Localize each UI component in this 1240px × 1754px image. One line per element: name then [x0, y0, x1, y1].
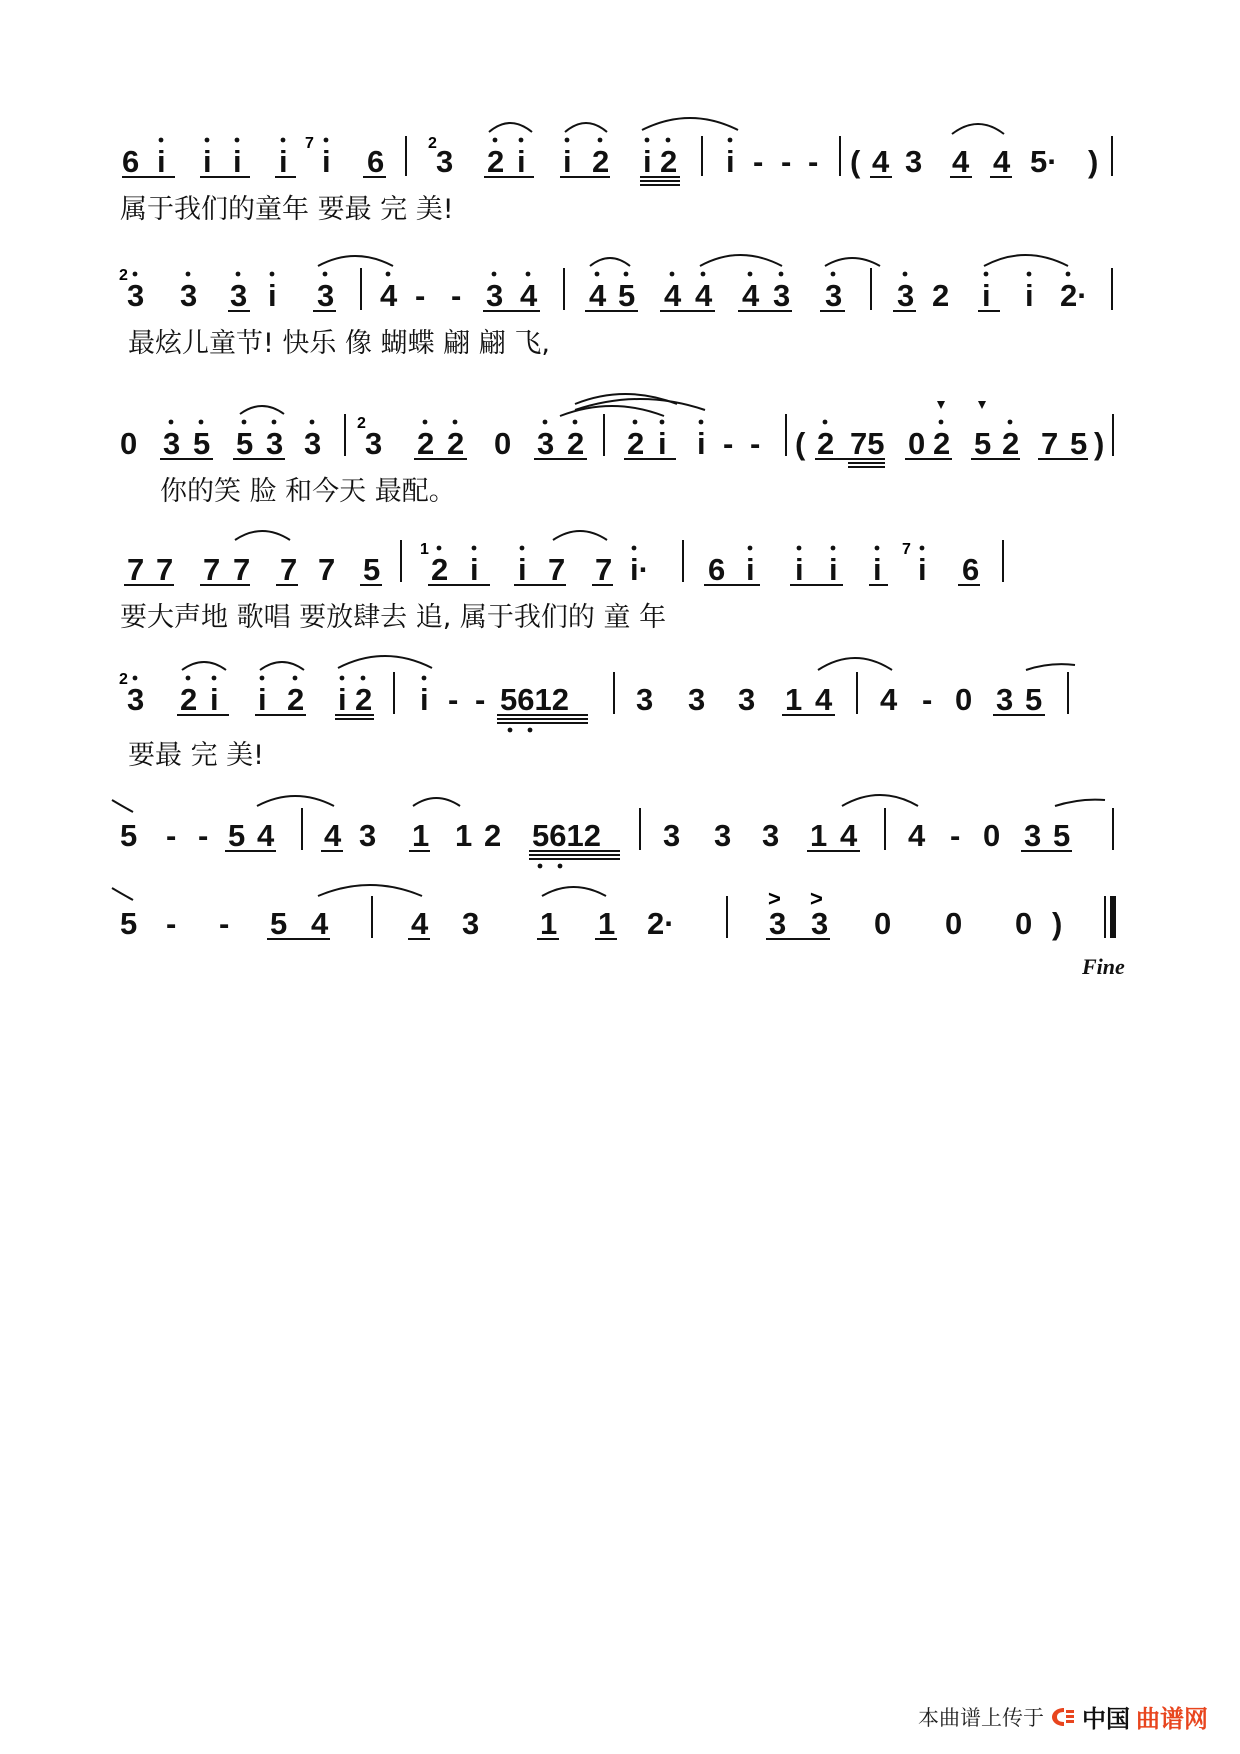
- svg-text:-: -: [166, 906, 177, 941]
- svg-text:i: i: [746, 552, 755, 587]
- svg-text:0: 0: [1015, 906, 1033, 941]
- svg-text:1: 1: [810, 818, 828, 853]
- svg-text:5: 5: [120, 906, 138, 941]
- svg-text:i: i: [210, 682, 219, 717]
- svg-text:7: 7: [902, 541, 911, 558]
- svg-text:(: (: [850, 144, 861, 179]
- svg-text:3: 3: [230, 278, 248, 313]
- system-5-notes: [119, 656, 1075, 732]
- svg-text:2: 2: [627, 426, 645, 461]
- svg-text:-: -: [950, 818, 961, 853]
- svg-text:7: 7: [595, 552, 613, 587]
- system-2: [119, 255, 1112, 359]
- svg-text:5: 5: [1025, 682, 1043, 717]
- svg-text:1: 1: [785, 682, 803, 717]
- svg-text:2: 2: [447, 426, 465, 461]
- svg-text:2: 2: [180, 682, 198, 717]
- svg-text:2: 2: [428, 135, 437, 152]
- svg-text:3: 3: [738, 682, 756, 717]
- svg-text:6: 6: [122, 144, 140, 179]
- svg-text:3: 3: [825, 278, 843, 313]
- svg-text:i: i: [470, 552, 479, 587]
- svg-text:2: 2: [592, 144, 610, 179]
- svg-text:3: 3: [688, 682, 706, 717]
- svg-text:3: 3: [317, 278, 335, 313]
- fine-mark: Fine: [1082, 954, 1125, 979]
- svg-text:>: >: [768, 886, 781, 911]
- svg-text:0: 0: [908, 426, 926, 461]
- svg-text:0: 0: [120, 426, 138, 461]
- svg-text:3: 3: [365, 426, 383, 461]
- svg-text:5·: 5·: [1030, 144, 1058, 179]
- svg-text:4: 4: [520, 278, 538, 313]
- svg-text:6: 6: [367, 144, 385, 179]
- svg-text:7: 7: [127, 552, 145, 587]
- svg-text:5: 5: [193, 426, 211, 461]
- svg-text:7: 7: [203, 552, 221, 587]
- svg-text:-: -: [753, 144, 764, 179]
- svg-text:3: 3: [180, 278, 198, 313]
- svg-text:3: 3: [714, 818, 732, 853]
- svg-text:i: i: [795, 552, 804, 587]
- svg-text:3: 3: [811, 906, 829, 941]
- svg-text:7: 7: [318, 552, 336, 587]
- svg-text:4: 4: [589, 278, 607, 313]
- svg-text:3: 3: [127, 682, 145, 717]
- svg-text:3: 3: [905, 144, 923, 179]
- system-3-lyrics: 你的笑 脸 和今天 最配。: [160, 476, 456, 507]
- system-4-lyrics: 要大声地 歌唱 要放肆去 追, 属于我们的 童 年: [120, 602, 667, 633]
- svg-text:7: 7: [305, 135, 314, 152]
- svg-text:i: i: [1025, 278, 1034, 313]
- svg-text:>: >: [810, 886, 823, 911]
- svg-text:2: 2: [1002, 426, 1020, 461]
- system-2-lyrics: 最炫儿童节! 快乐 像 蝴蝶 翩 翩 飞,: [128, 328, 550, 359]
- system-2-notes: [119, 255, 1112, 313]
- svg-text:2: 2: [119, 671, 128, 688]
- svg-text:-: -: [781, 144, 792, 179]
- svg-text:4: 4: [908, 818, 926, 853]
- svg-text:4: 4: [742, 278, 760, 313]
- svg-text:i: i: [518, 552, 527, 587]
- svg-text:5: 5: [236, 426, 254, 461]
- svg-text:2: 2: [567, 426, 585, 461]
- svg-text:2: 2: [933, 426, 951, 461]
- svg-text:3: 3: [773, 278, 791, 313]
- svg-text:4: 4: [411, 906, 429, 941]
- svg-text:3: 3: [486, 278, 504, 313]
- svg-text:2·: 2·: [1060, 278, 1088, 313]
- svg-text:7: 7: [1041, 426, 1059, 461]
- svg-text:4: 4: [380, 278, 398, 313]
- svg-text:2: 2: [431, 552, 449, 587]
- site-name-a: 中国: [1082, 1705, 1130, 1733]
- svg-text:i: i: [658, 426, 667, 461]
- system-4-notes: [124, 531, 1003, 587]
- svg-text:4: 4: [840, 818, 858, 853]
- svg-text:1: 1: [455, 818, 473, 853]
- svg-text:2: 2: [287, 682, 305, 717]
- system-6-notes: [112, 795, 1113, 868]
- svg-text:-: -: [219, 906, 230, 941]
- svg-text:5: 5: [618, 278, 636, 313]
- svg-text:75: 75: [850, 426, 885, 461]
- svg-text:5: 5: [363, 552, 381, 587]
- svg-text:1: 1: [420, 541, 429, 558]
- svg-text:4: 4: [664, 278, 682, 313]
- svg-text:4: 4: [872, 144, 890, 179]
- svg-text:4: 4: [324, 818, 342, 853]
- svg-text:2·: 2·: [647, 906, 675, 941]
- system-5: [119, 656, 1075, 771]
- svg-text:0: 0: [955, 682, 973, 717]
- svg-text:3: 3: [163, 426, 181, 461]
- svg-text:3: 3: [897, 278, 915, 313]
- svg-text:i: i: [918, 552, 927, 587]
- svg-text:6: 6: [708, 552, 726, 587]
- upload-text: 本曲谱上传于: [918, 1705, 1044, 1730]
- svg-text:3: 3: [769, 906, 787, 941]
- svg-text:1: 1: [412, 818, 430, 853]
- svg-text:4: 4: [695, 278, 713, 313]
- svg-text:7: 7: [233, 552, 251, 587]
- svg-text:2: 2: [932, 278, 950, 313]
- svg-text:i: i: [268, 278, 277, 313]
- svg-text:7: 7: [156, 552, 174, 587]
- svg-text:i: i: [697, 426, 706, 461]
- svg-text:i: i: [563, 144, 572, 179]
- svg-text:3: 3: [127, 278, 145, 313]
- svg-text:-: -: [475, 682, 486, 717]
- svg-text:6: 6: [962, 552, 980, 587]
- svg-text:4: 4: [815, 682, 833, 717]
- svg-text:2: 2: [487, 144, 505, 179]
- svg-text:i: i: [233, 144, 242, 179]
- svg-text:3: 3: [537, 426, 555, 461]
- system-6: [112, 795, 1113, 868]
- svg-text:3: 3: [762, 818, 780, 853]
- svg-text:5: 5: [974, 426, 992, 461]
- svg-text:-: -: [750, 426, 761, 461]
- svg-text:i: i: [420, 682, 429, 717]
- site-name-b: 曲谱网: [1136, 1705, 1208, 1733]
- system-7: [112, 885, 1125, 979]
- footer-upload-credit: [918, 1699, 1208, 1734]
- system-3: [120, 394, 1113, 507]
- svg-text:3: 3: [359, 818, 377, 853]
- svg-text:i: i: [157, 144, 166, 179]
- svg-text:i: i: [726, 144, 735, 179]
- svg-text:-: -: [451, 278, 462, 313]
- svg-text:5: 5: [120, 818, 138, 853]
- svg-text:-: -: [198, 818, 209, 853]
- svg-text:3: 3: [266, 426, 284, 461]
- svg-text:3: 3: [996, 682, 1014, 717]
- site-logo-icon: [1050, 1706, 1076, 1728]
- svg-text:1: 1: [598, 906, 616, 941]
- svg-text:i: i: [279, 144, 288, 179]
- svg-text:i: i: [517, 144, 526, 179]
- svg-text:7: 7: [548, 552, 566, 587]
- system-1: [120, 118, 1112, 225]
- svg-text:5: 5: [1070, 426, 1088, 461]
- svg-text:4: 4: [952, 144, 970, 179]
- svg-text:i: i: [643, 144, 652, 179]
- system-1-lyrics: 属于我们的童年 要最 完 美!: [120, 194, 454, 225]
- svg-text:): ): [1088, 144, 1099, 179]
- svg-text:5612: 5612: [532, 818, 601, 853]
- svg-text:i·: i·: [630, 552, 649, 587]
- svg-text:2: 2: [119, 267, 128, 284]
- svg-text:-: -: [723, 426, 734, 461]
- system-4: [120, 531, 1003, 633]
- svg-text:4: 4: [880, 682, 898, 717]
- svg-text:0: 0: [874, 906, 892, 941]
- svg-text:3: 3: [436, 144, 454, 179]
- svg-text:i: i: [322, 144, 331, 179]
- svg-text:3: 3: [636, 682, 654, 717]
- svg-text:3: 3: [663, 818, 681, 853]
- svg-text:-: -: [448, 682, 459, 717]
- svg-text:i: i: [982, 278, 991, 313]
- svg-text:2: 2: [817, 426, 835, 461]
- system-1-notes: [122, 118, 1112, 185]
- svg-text:1: 1: [540, 906, 558, 941]
- svg-text:4: 4: [311, 906, 329, 941]
- svg-text:5: 5: [1053, 818, 1071, 853]
- system-3-notes: [120, 394, 1113, 467]
- svg-text:-: -: [166, 818, 177, 853]
- svg-text:i: i: [829, 552, 838, 587]
- svg-text:2: 2: [484, 818, 502, 853]
- svg-text:i: i: [338, 682, 347, 717]
- svg-text:0: 0: [983, 818, 1001, 853]
- svg-text:3: 3: [304, 426, 322, 461]
- svg-text:0: 0: [945, 906, 963, 941]
- svg-text:-: -: [808, 144, 819, 179]
- svg-text:3: 3: [1024, 818, 1042, 853]
- svg-text:-: -: [922, 682, 933, 717]
- svg-text:5: 5: [228, 818, 246, 853]
- svg-text:5: 5: [270, 906, 288, 941]
- svg-text:): ): [1052, 906, 1063, 941]
- svg-text:0: 0: [494, 426, 512, 461]
- svg-text:3: 3: [462, 906, 480, 941]
- system-5-lyrics: 要最 完 美!: [128, 740, 264, 771]
- svg-text:i: i: [873, 552, 882, 587]
- svg-text:2: 2: [417, 426, 435, 461]
- svg-text:): ): [1094, 426, 1105, 461]
- svg-text:2: 2: [660, 144, 678, 179]
- svg-text:2: 2: [355, 682, 373, 717]
- svg-text:i: i: [203, 144, 212, 179]
- system-7-notes: [112, 885, 1113, 941]
- svg-text:(: (: [795, 426, 806, 461]
- svg-text:7: 7: [280, 552, 298, 587]
- svg-text:-: -: [415, 278, 426, 313]
- svg-text:i: i: [258, 682, 267, 717]
- svg-text:5612: 5612: [500, 682, 569, 717]
- svg-text:4: 4: [257, 818, 275, 853]
- svg-text:2: 2: [357, 415, 366, 432]
- svg-text:4: 4: [993, 144, 1011, 179]
